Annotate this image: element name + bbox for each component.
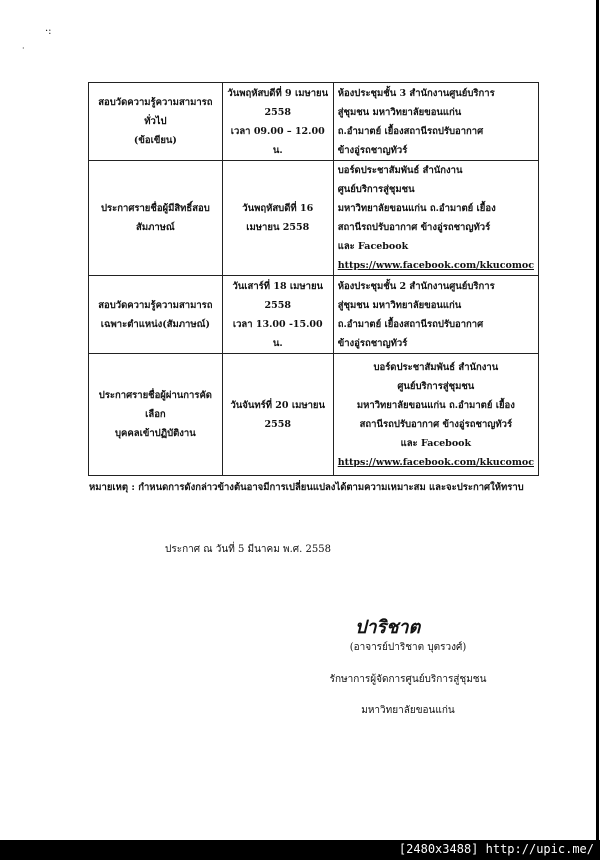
table-row xyxy=(89,83,539,161)
activity-cell xyxy=(89,83,223,161)
place-cell-line: สู่ชุมชน มหาวิทยาลัยขอนแก่น xyxy=(337,299,462,311)
place-cell-line: ห้องประชุมชั้น 3 สำนักงานศูนย์บริการ xyxy=(337,87,495,99)
activity-cell xyxy=(89,161,223,276)
place-cell xyxy=(333,354,538,476)
signatory-name: (อาจารย์ปาริชาต บุตรวงศ์) xyxy=(349,642,467,653)
activity-cell-line: บุคคลเข้าปฏิบัติงาน xyxy=(115,428,196,439)
activity-cell xyxy=(89,354,223,476)
datetime-cell-line: วันพฤหัสบดีที่ 16 เมษายน 2558 xyxy=(242,203,314,233)
place-cell-line: สู่ชุมชน มหาวิทยาลัยขอนแก่น xyxy=(337,106,462,118)
place-cell-line: สถานีรถปรับอากาศ ข้างอู่รถชาญทัวร์ xyxy=(359,418,513,430)
footer-text: [2480x3488] http://upic.me/ xyxy=(398,842,594,856)
image-host-footer xyxy=(0,840,600,860)
place-cell-line: สถานีรถปรับอากาศ ข้างอู่รถชาญทัวร์ xyxy=(337,222,491,233)
activity-cell-line: ประกาศรายชื่อผู้ผ่านการคัดเลือก xyxy=(98,390,212,420)
signatory-role: รักษาการผู้จัดการศูนย์บริการสู่ชุมชน xyxy=(329,674,487,685)
place-cell-line: และ Facebook xyxy=(337,241,409,252)
datetime-cell-line: วันเสาร์ที่ 18 เมษายน 2558 xyxy=(232,280,324,311)
schedule-table xyxy=(88,82,539,476)
signatory-organization: มหาวิทยาลัยขอนแก่น xyxy=(361,705,455,716)
place-cell-line: ถ.อำมาตย์ เยื้องสถานีรถปรับอากาศ xyxy=(337,125,484,137)
place-cell-line: บอร์ดประชาสัมพันธ์ สำนักงาน xyxy=(337,165,463,176)
datetime-cell xyxy=(222,161,333,276)
activity-cell-line: สอบวัดความรู้ความสามารถทั่วไป xyxy=(98,97,213,127)
datetime-cell-line: เวลา 13.00 -15.00 น. xyxy=(232,318,323,349)
activity-cell-line: เฉพาะตำแหน่ง(สัมภาษณ์) xyxy=(100,318,210,330)
activity-cell xyxy=(89,276,223,354)
datetime-cell xyxy=(222,354,333,476)
announcement-date: ประกาศ ณ วันที่ 5 มีนาคม พ.ศ. 2558 xyxy=(165,544,331,555)
table-row xyxy=(89,354,539,476)
place-cell-line: ห้องประชุมชั้น 2 สำนักงานศูนย์บริการ xyxy=(337,280,495,292)
facebook-link[interactable]: https://www.facebook.com/kkucomoc xyxy=(337,260,534,271)
activity-cell-line: สัมภาษณ์ xyxy=(136,222,175,233)
place-cell xyxy=(333,161,538,276)
handwritten-signature: ปาริชาต xyxy=(355,617,421,638)
place-cell-line: ข้างอู่รถชาญทัวร์ xyxy=(337,337,408,349)
place-cell xyxy=(333,83,538,161)
scan-mark: ·: xyxy=(45,26,52,37)
place-cell-line: และ Facebook xyxy=(400,437,472,449)
place-cell-line: ถ.อำมาตย์ เยื้องสถานีรถปรับอากาศ xyxy=(337,318,484,330)
datetime-cell xyxy=(222,276,333,354)
place-cell-line: ศูนย์บริการสู่ชุมชน xyxy=(397,380,475,392)
table-row xyxy=(89,276,539,354)
place-cell-line: บอร์ดประชาสัมพันธ์ สำนักงาน xyxy=(373,361,499,373)
datetime-cell-line: วันพฤหัสบดีที่ 9 เมษายน 2558 xyxy=(227,87,329,118)
remark-note: หมายเหตุ : กำหนดการดังกล่าวข้างต้นอาจมีการเปลี่ยนแปลงได้ตามความเหมาะสม และจะประกาศให้ทราบ xyxy=(89,482,524,493)
activity-cell-line: (ข้อเขียน) xyxy=(133,135,177,146)
facebook-link[interactable]: https://www.facebook.com/kkucomoc xyxy=(337,456,534,468)
table-row xyxy=(89,161,539,276)
place-cell-line: ข้างอู่รถชาญทัวร์ xyxy=(337,144,408,156)
place-cell-line: มหาวิทยาลัยขอนแก่น ถ.อำมาตย์ เยื้อง xyxy=(356,399,515,411)
datetime-cell-line: เวลา 09.00 – 12.00 น. xyxy=(230,125,325,156)
datetime-cell-line: วันจันทร์ที่ 20 เมษายน 2558 xyxy=(230,399,325,430)
place-cell-line: มหาวิทยาลัยขอนแก่น ถ.อำมาตย์ เยื้อง xyxy=(337,203,496,214)
place-cell-line: ศูนย์บริการสู่ชุมชน xyxy=(337,184,415,195)
datetime-cell xyxy=(222,83,333,161)
scan-mark: · xyxy=(22,44,25,53)
place-cell xyxy=(333,276,538,354)
activity-cell-line: สอบวัดความรู้ความสามารถ xyxy=(98,299,213,311)
activity-cell-line: ประกาศรายชื่อผู้มีสิทธิ์สอบ xyxy=(101,203,210,214)
